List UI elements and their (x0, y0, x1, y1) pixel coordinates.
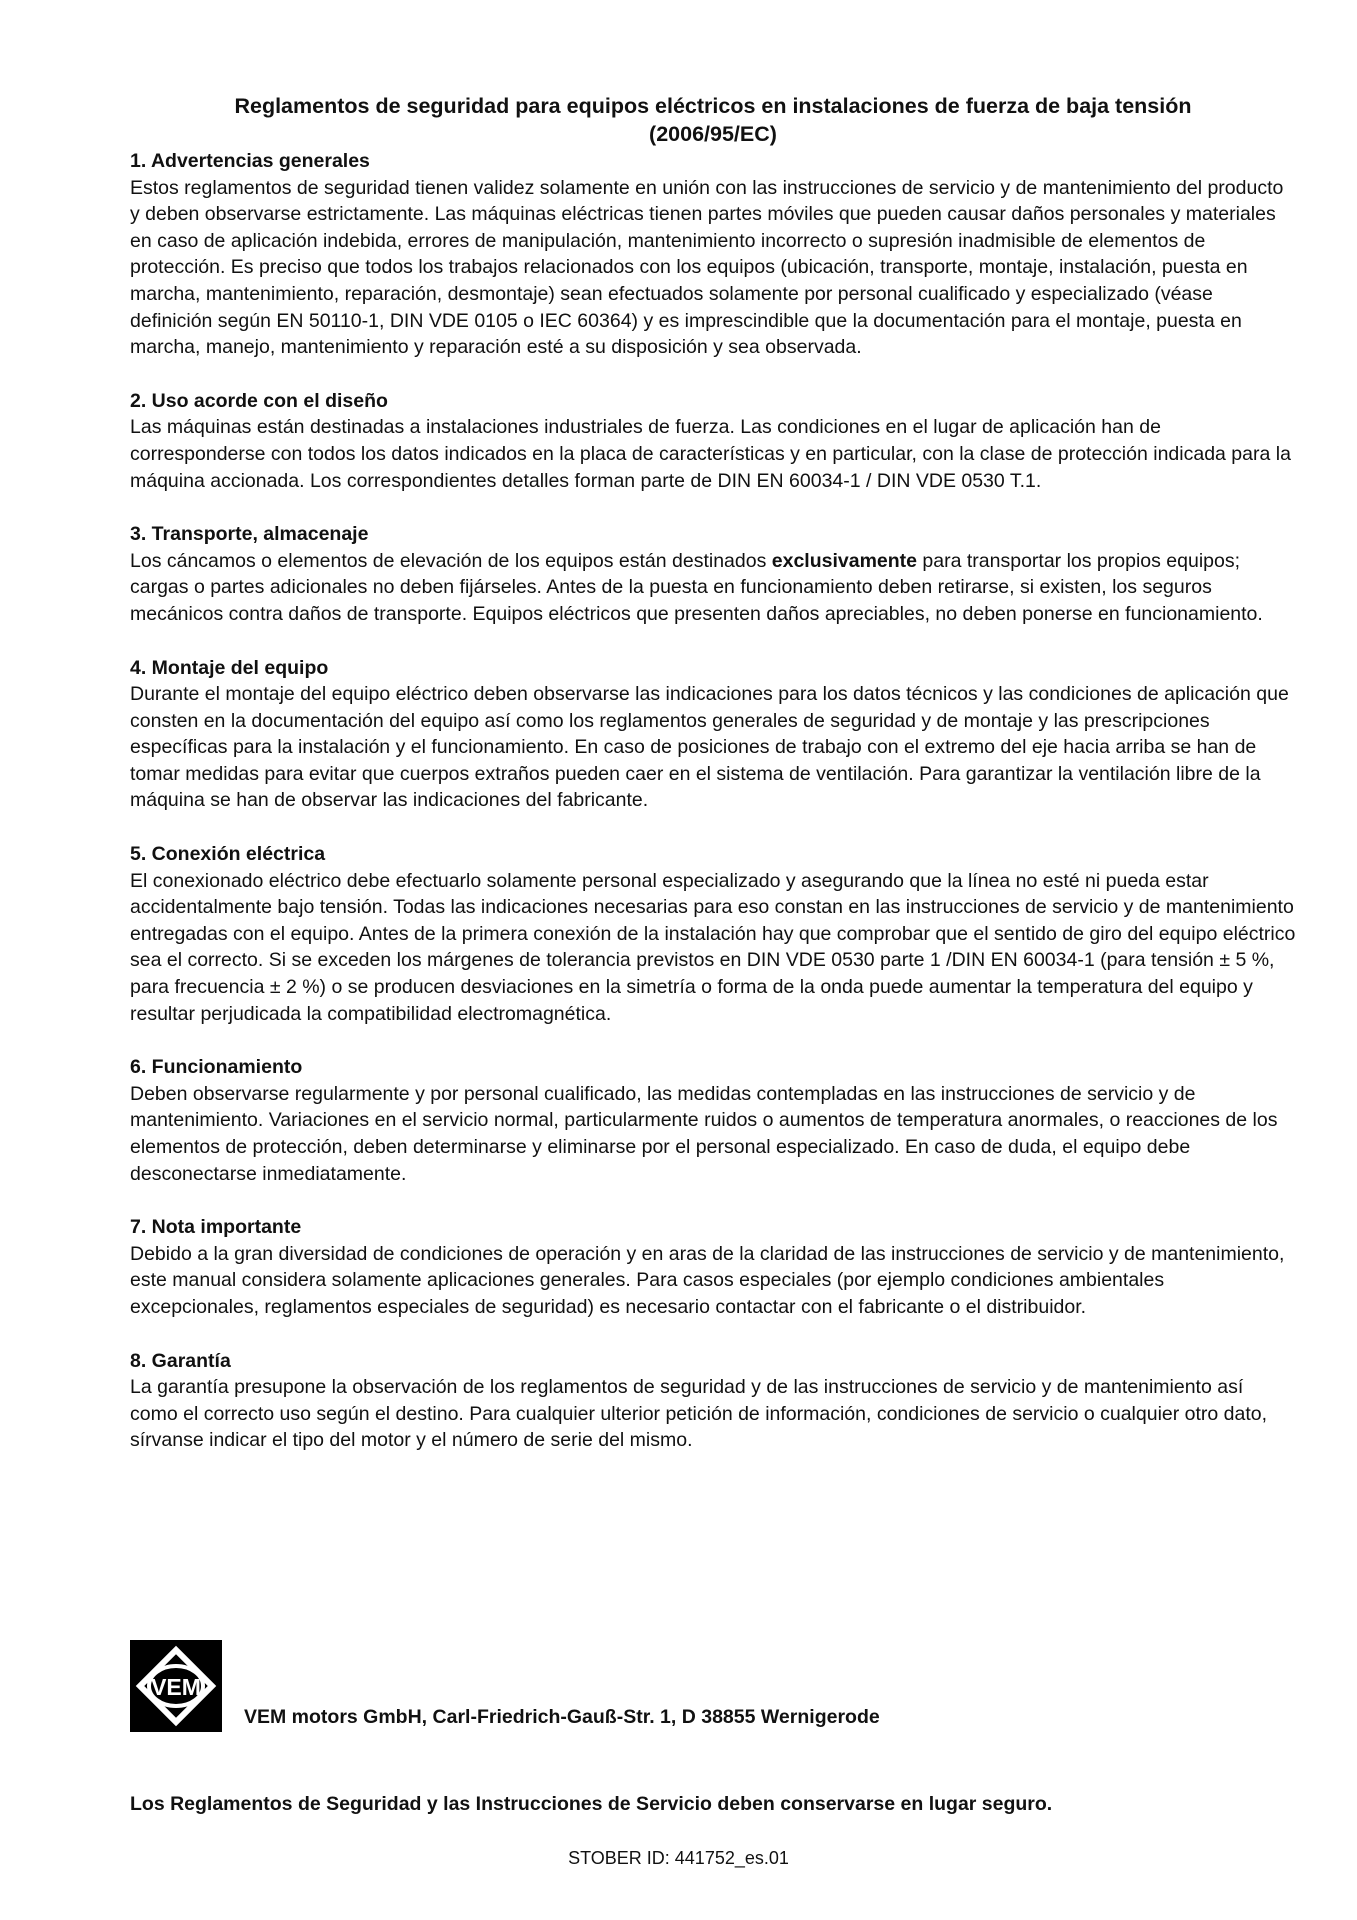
section-equipment-mounting (130, 655, 1296, 815)
section-body: La garantía presupone la observación de los reglamentos de seguridad y de las instrucciones de servicio y de mantenimiento así como el correcto uso según el destino. Para cualquier ulterior petición de información, condiciones de servicio o cualquier otro dato, sírvanse indicar el tipo del motor y el número de serie del mismo. (130, 1376, 1268, 1452)
logo-text: VEM (151, 1674, 201, 1700)
closing-note: Los Reglamentos de Seguridad y las Instrucciones de Servicio deben conservarse en lugar seguro. (130, 1793, 1053, 1815)
section-warranty (130, 1348, 1296, 1454)
company-address: VEM motors GmbH, Carl-Friedrich-Gauß-Str. 1, D 38855 Wernigerode (244, 1706, 880, 1728)
section-body: Debido a la gran diversidad de condiciones de operación y en aras de la claridad de las instrucciones de servicio y de mantenimiento, este manual considera solamente aplicaciones generales. Para casos especiales (por ejemplo condiciones ambientales excepcionales, reglamentos especiales de seguridad) es necesario contactar con el fabricante o el distribuidor. (130, 1242, 1285, 1318)
vem-logo-graphic (130, 1640, 222, 1732)
body-text-emphasis: exclusivamente (771, 549, 918, 572)
section-heading: 6. Funcionamiento (130, 1056, 303, 1079)
body-text-before: Los cáncamos o elementos de elevación de los equipos están destinados (130, 549, 772, 572)
section-heading: 8. Garantía (130, 1349, 231, 1372)
body-text-after: para transportar los propios equipos; cargas o partes adicionales no deben fijárseles. Antes de la puesta en funcionamiento deben retirarse, si existen, los seguros mecánicos contra daños de transporte. Equipos eléctricos que presenten daños apreciables, no deben ponerse en funcionamiento. (130, 549, 1263, 625)
section-transport-storage (130, 521, 1296, 627)
document-title (130, 92, 1296, 148)
section-body: El conexionado eléctrico debe efectuarlo solamente personal especializado y asegurando que la línea no esté ni pueda estar accidentalmente bajo tensión. Todas las indicaciones necesarias para eso constan en las instrucciones de servicio y de mantenimiento entregadas con el equipo. Antes de la primera conexión de la instalación hay que comprobar que el sentido de giro del equipo eléctrico sea el correcto. Si se exceden los márgenes de tolerancia previstos en DIN VDE 0530 parte 1 /DIN EN 60034-1 (para tensión ± 5 %, para frecuencia ± 2 %) o se producen desviaciones en la simetría o forma de la onda puede aumentar la temperatura del equipo y resultar perjudicada la compatibilidad electromagnética. (130, 869, 1296, 1025)
section-operation (130, 1054, 1296, 1187)
document-page (130, 92, 1296, 1481)
vem-logo-icon (130, 1640, 222, 1732)
document-id: STOBER ID: 441752_es.01 (568, 1848, 789, 1868)
section-heading: 7. Nota importante (130, 1216, 302, 1239)
document-title-line-2: (2006/95/EC) (649, 122, 777, 146)
section-heading: 2. Uso acorde con el diseño (130, 389, 388, 412)
section-heading: 5. Conexión eléctrica (130, 843, 326, 866)
section-body: Estos reglamentos de seguridad tienen validez solamente en unión con las instrucciones de servicio y de mantenimiento del producto y deben observarse estrictamente. Las máquinas eléctricas tienen partes móviles que pueden causar daños personales y materiales en caso de aplicación indebida, errores de manipulación, mantenimiento incorrecto o supresión inadmisible de elementos de protección. Es preciso que todos los trabajos relacionados con los equipos (ubicación, transporte, montaje, instalación, puesta en marcha, mantenimiento, reparación, desmontaje) sean efectuados solamente por personal cualificado y especializado (véase definición según EN 50110-1, DIN VDE 0105 o IEC 60364) y es imprescindible que la documentación para el montaje, puesta en marcha, manejo, mantenimiento y reparación esté a su disposición y sea observada. (130, 176, 1284, 359)
section-electrical-connection (130, 841, 1296, 1027)
section-intended-use (130, 388, 1296, 494)
section-important-note (130, 1214, 1296, 1320)
document-title-line-1: Reglamentos de seguridad para equipos eléctricos en instalaciones de fuerza de baja tensión (234, 94, 1192, 118)
section-heading: 4. Montaje del equipo (130, 656, 329, 679)
company-block (130, 1640, 1296, 1740)
section-body: Durante el montaje del equipo eléctrico deben observarse las indicaciones para los datos técnicos y las condiciones de aplicación que consten en la documentación del equipo así como los reglamentos generales de seguridad y de montaje y las prescripciones específicas para la instalación y el funcionamiento. En caso de posiciones de trabajo con el extremo del eje hacia arriba se han de tomar medidas para evitar que cuerpos extraños pueden caer en el sistema de ventilación. Para garantizar la ventilación libre de la máquina se han de observar las indicaciones del fabricante. (130, 683, 1289, 812)
section-general-warnings (130, 148, 1296, 361)
section-body (130, 548, 1296, 628)
section-body: Deben observarse regularmente y por personal cualificado, las medidas contempladas en las instrucciones de servicio y de mantenimiento. Variaciones en el servicio normal, particularmente ruidos o aumentos de temperatura anormales, o reacciones de los elementos de protección, deben determinarse y eliminarse por el personal especializado. En caso de duda, el equipo debe desconectarse inmediatamente. (130, 1082, 1278, 1185)
section-body: Las máquinas están destinadas a instalaciones industriales de fuerza. Las condiciones en el lugar de aplicación han de corresponderse con todos los datos indicados en la placa de características y en particular, con la clase de protección indicada para la máquina accionada. Los correspondientes detalles forman parte de DIN EN 60034-1 / DIN VDE 0530 T.1. (130, 416, 1291, 492)
section-heading: 1. Advertencias generales (130, 150, 370, 172)
section-heading: 3. Transporte, almacenaje (130, 523, 369, 546)
